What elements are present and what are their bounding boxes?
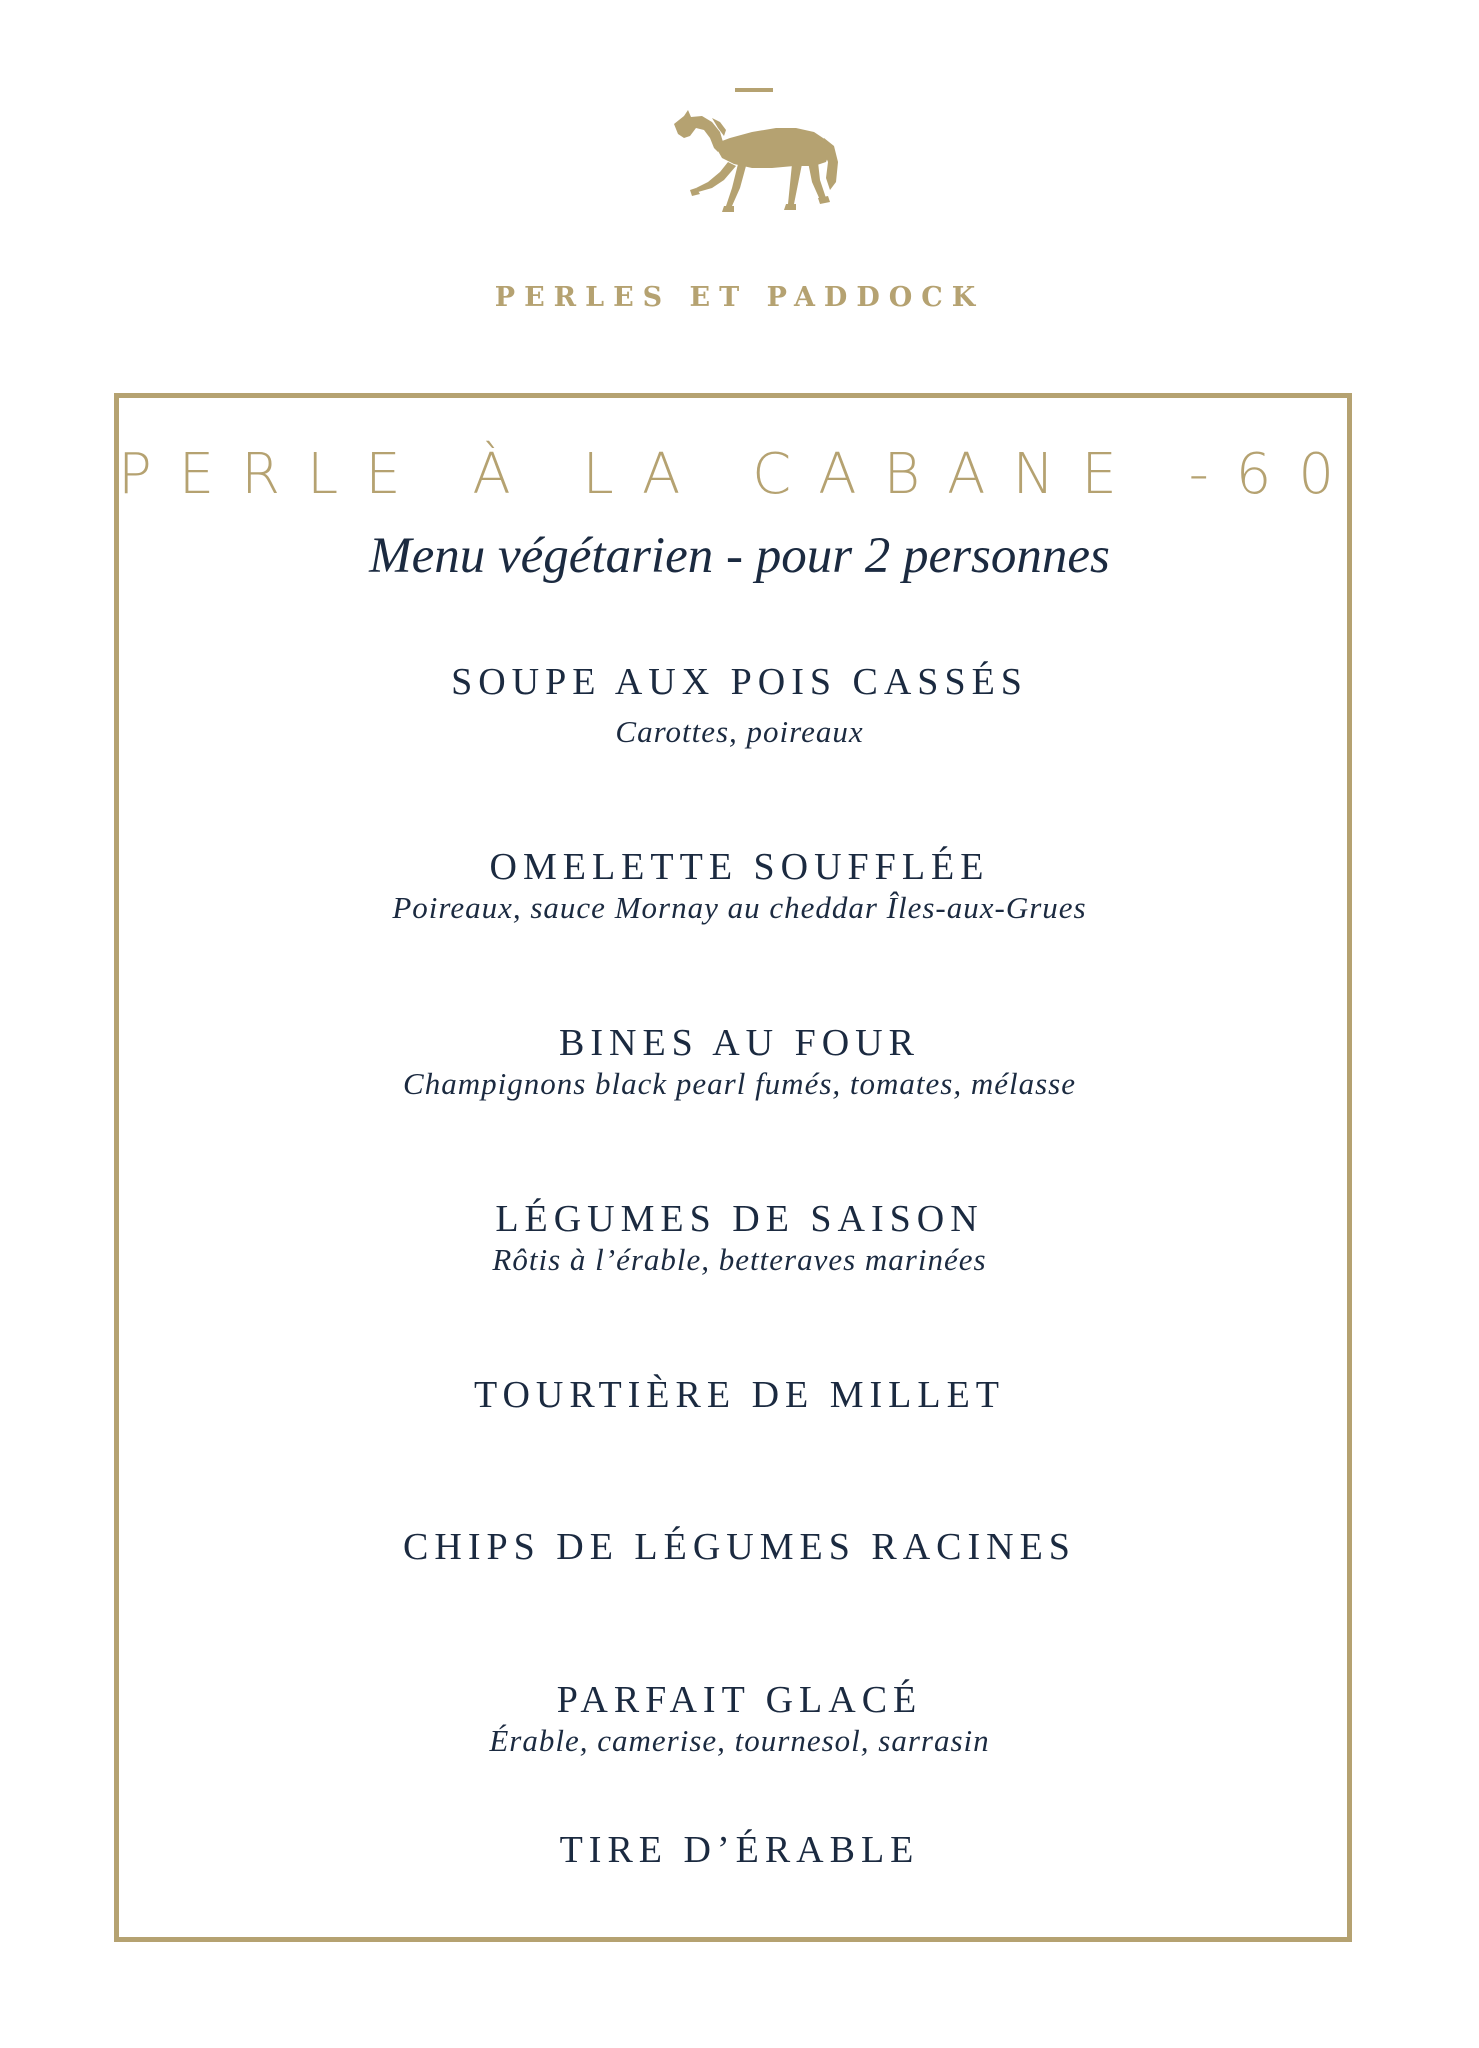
dish-name: BINES AU FOUR — [559, 1022, 920, 1064]
dish-name: OMELETTE SOUFFLÉE — [489, 846, 990, 888]
dish-name: SOUPE AUX POIS CASSÉS — [451, 661, 1028, 703]
brand-name: PERLES ET PADDOCK — [494, 282, 985, 313]
dish-description: Champignons black pearl fumés, tomates, mélasse — [403, 1066, 1076, 1101]
dish-name: PARFAIT GLACÉ — [556, 1679, 923, 1721]
dish-name: TOURTIÈRE DE MILLET — [473, 1374, 1006, 1416]
top-divider — [735, 88, 773, 92]
dish-description: Rôtis à l’érable, betteraves marinées — [492, 1242, 987, 1277]
dish-name: CHIPS DE LÉGUMES RACINES — [403, 1526, 1076, 1568]
menu-subtitle: Menu végétarien - pour 2 personnes — [369, 528, 1110, 584]
dish-name: LÉGUMES DE SAISON — [495, 1198, 984, 1240]
horse-icon — [668, 108, 840, 214]
menu-title: PERLE À LA CABANE -60 — [117, 442, 1362, 507]
dish-description: Carottes, poireaux — [615, 714, 864, 749]
dish-name: TIRE D’ÉRABLE — [559, 1829, 920, 1871]
dish-description: Poireaux, sauce Mornay au cheddar Îles-aux-Grues — [392, 890, 1087, 925]
dish-description: Érable, camerise, tournesol, sarrasin — [489, 1723, 990, 1758]
